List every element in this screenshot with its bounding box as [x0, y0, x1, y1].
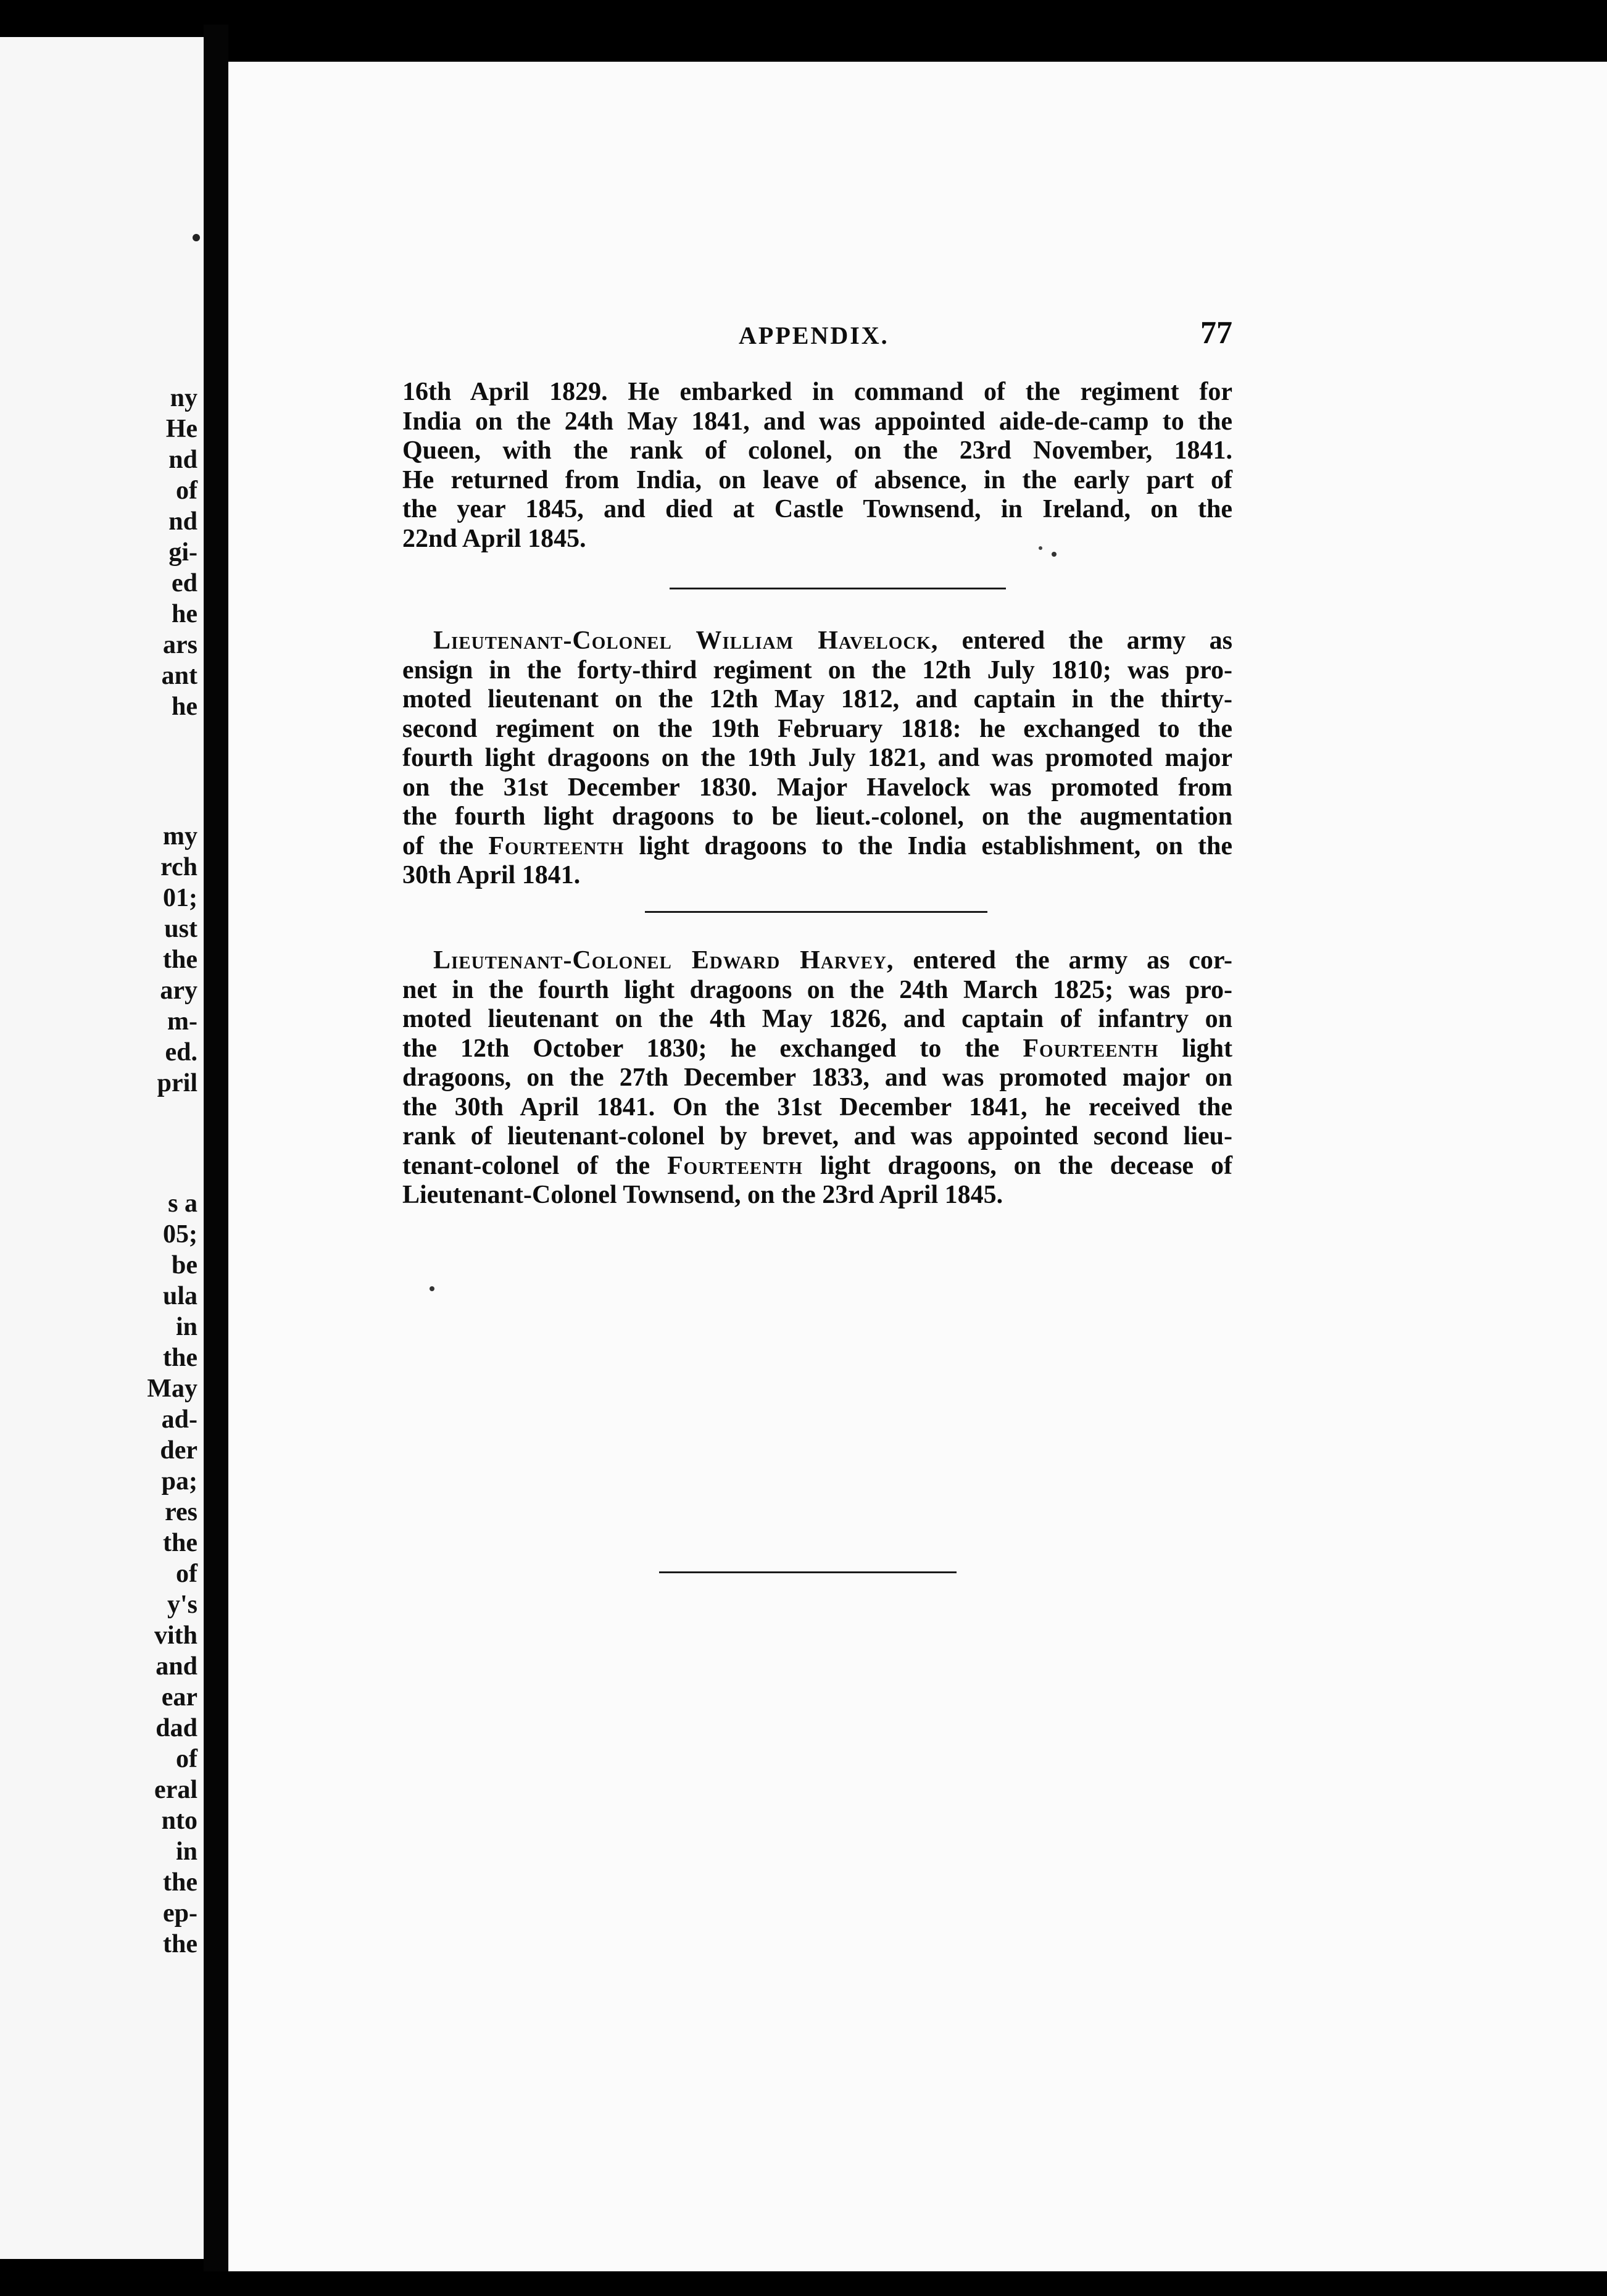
facing-page-fragment: in [175, 1837, 197, 1866]
facing-page-fragment: of [176, 1745, 197, 1773]
text-fragment: entered the army as [938, 626, 1232, 655]
text-line: He returned from India, on leave of absence, in the early part of [402, 465, 1232, 494]
facing-page-fragment: and [156, 1652, 197, 1681]
facing-page-fragment: ary [160, 976, 197, 1005]
facing-page-fragment: res [165, 1498, 197, 1526]
facing-page-fragment: s a [168, 1189, 197, 1218]
text-line: the 30th April 1841. On the 31st December 1841, he received the [402, 1092, 1232, 1121]
facing-page-fragment: ed [172, 569, 197, 597]
facing-page-fragment: y's [167, 1591, 197, 1619]
facing-page-fragment: the [163, 1930, 197, 1958]
facing-page-fragment: of [176, 476, 197, 505]
text-fragment: of the [402, 831, 489, 860]
text-fragment: light dragoons to the India establishment, on the [624, 831, 1233, 860]
text-line: dragoons, on the 27th December 1833, and was promoted major on [402, 1063, 1232, 1092]
facing-page-fragment: ars [163, 631, 197, 659]
text-line [402, 1152, 1232, 1181]
facing-page-fragment: he [172, 600, 197, 628]
paragraph-harvey [402, 946, 1232, 1210]
text-line [402, 626, 1232, 656]
facing-page-fragment: rch [160, 853, 197, 881]
facing-page-fragment: ny [170, 384, 197, 412]
facing-page-fragment: ear [161, 1683, 197, 1712]
name-heading: Lieutenant-Colonel William Havelock, [433, 626, 939, 655]
facing-page-fragment: be [172, 1251, 197, 1279]
facing-page-fragment: ula [162, 1282, 197, 1310]
facing-page-fragment: 05; [163, 1220, 197, 1249]
text-line: Queen, with the rank of colonel, on the 23rd November, 1841. [402, 436, 1232, 465]
text-fragment: light [1158, 1034, 1232, 1063]
facing-page-fragment: ad- [161, 1405, 197, 1434]
text-line [402, 832, 1232, 862]
regiment-name: Fourteenth [667, 1151, 803, 1180]
facing-page-fragment: 01; [163, 884, 197, 912]
facing-page-fragment: eral [154, 1776, 197, 1804]
section-rule [670, 588, 1006, 589]
text-line: Lieutenant-Colonel Townsend, on the 23rd April 1845. [402, 1181, 1003, 1209]
text-line: 30th April 1841. [402, 861, 581, 889]
text-line: the fourth light dragoons to be lieut.-colonel, on the augmentation [402, 802, 1232, 831]
facing-page-fragment: der [160, 1436, 197, 1465]
text-line: fourth light dragoons on the 19th July 1821, and was promoted major [402, 744, 1232, 772]
facing-page-fragments-1 [0, 383, 197, 722]
text-fragment: light dragoons, on the decease of [802, 1151, 1232, 1180]
text-line: net in the fourth light dragoons on the 24th March 1825; was pro- [402, 975, 1232, 1004]
text-line: 16th April 1829. He embarked in command of the regiment for [402, 378, 1232, 406]
paragraph-continuation [402, 378, 1232, 554]
facing-page-fragment: he [172, 693, 197, 721]
text-line: moted lieutenant on the 4th May 1826, and captain of infantry on [402, 1005, 1232, 1033]
text-line: the year 1845, and died at Castle Townsend, in Ireland, on the [402, 495, 1232, 523]
facing-page-fragment: gi- [168, 538, 197, 567]
text-line: rank of lieutenant-colonel by brevet, and was appointed second lieu- [402, 1122, 1232, 1150]
facing-page-fragment: of [176, 1560, 197, 1588]
end-rule [659, 1571, 957, 1573]
facing-page-fragment: vith [154, 1621, 197, 1650]
regiment-name: Fourteenth [488, 831, 625, 860]
facing-page-fragment: He [165, 415, 197, 443]
running-head [402, 315, 1232, 358]
text-line: moted lieutenant on the 12th May 1812, and captain in the thirty- [402, 685, 1232, 713]
book-gutter [204, 25, 228, 2271]
facing-page-fragment: ant [161, 662, 197, 690]
text-fragment: entered the army as cor- [894, 946, 1232, 975]
facing-page-fragment: dad [156, 1714, 197, 1742]
facing-page-fragment: the [163, 1529, 197, 1557]
text-line [402, 1034, 1232, 1064]
text-line: second regiment on the 19th February 1818: he exchanged to the [402, 714, 1232, 743]
facing-page-fragments-3 [0, 1188, 197, 1960]
text-fragment: tenant-colonel of the [402, 1151, 668, 1180]
facing-page-fragment: nd [168, 507, 197, 536]
text-line: on the 31st December 1830. Major Havelock was promoted from [402, 773, 1232, 802]
facing-page-fragment: pa; [161, 1467, 197, 1495]
facing-page-fragments-2 [0, 821, 197, 1099]
facing-page-fragment: ed. [165, 1038, 197, 1067]
facing-page-fragment: May [147, 1375, 197, 1403]
text-line: ensign in the forty-third regiment on the 12th July 1810; was pro- [402, 655, 1232, 684]
text-fragment: the 12th October 1830; he exchanged to the [402, 1034, 1023, 1063]
page-number: 77 [1200, 315, 1232, 351]
facing-page-fragment: the [163, 1868, 197, 1897]
paragraph-havelock [402, 626, 1232, 891]
facing-page-fragment: my [163, 822, 197, 851]
facing-page-fragment: the [163, 1344, 197, 1372]
facing-page-fragment: nto [161, 1807, 197, 1835]
text-line: India on the 24th May 1841, and was appointed aide-de-camp to the [402, 407, 1232, 436]
running-title: APPENDIX. [739, 322, 889, 349]
facing-page-fragment: the [163, 946, 197, 974]
name-heading: Lieutenant-Colonel Edward Harvey, [433, 946, 894, 975]
facing-page-fragment: pril [157, 1069, 197, 1097]
facing-page-fragment: ust [164, 915, 197, 943]
facing-page-fragment: nd [168, 446, 197, 474]
facing-page-fragment: ep- [163, 1899, 197, 1928]
text-line [402, 946, 1232, 976]
facing-page-fragment: m- [167, 1007, 197, 1036]
section-rule [645, 911, 987, 913]
text-line: 22nd April 1845. [402, 524, 586, 553]
regiment-name: Fourteenth [1023, 1034, 1159, 1063]
facing-page-fragment: in [175, 1313, 197, 1341]
